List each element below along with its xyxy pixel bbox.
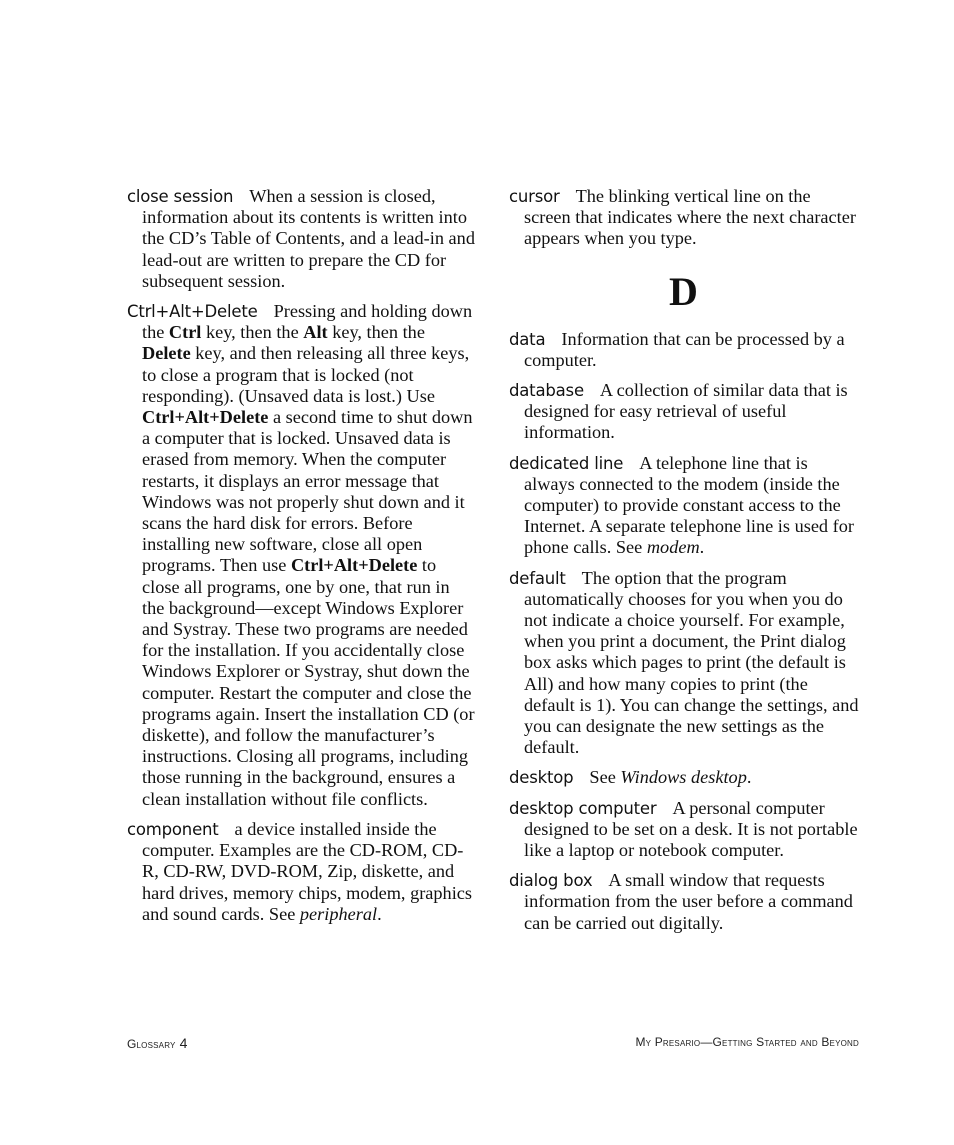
- glossary-entry-ctrl-alt-delete: [127, 301, 475, 810]
- footer-book-title: My Presario—Getting Started and Beyond: [635, 1035, 859, 1049]
- entry-definition: A telephone line that is always connected to the modem (inside the computer) to provide constant access to the Internet. A separate telephone line is used for phone calls. See: [524, 452, 854, 558]
- key-name: Delete: [142, 343, 191, 364]
- footer-section-label: Glossary: [127, 1037, 176, 1051]
- entry-punctuation: .: [699, 537, 705, 558]
- section-letter-heading: D: [669, 268, 699, 314]
- glossary-entry-dedicated-line: [509, 453, 859, 559]
- entry-term: desktop: [509, 768, 574, 788]
- glossary-entry-desktop-computer: [509, 798, 859, 862]
- entry-definition: The blinking vertical line on the screen that indicates where the next character appears when you type.: [524, 186, 856, 249]
- entry-term: close session: [127, 187, 234, 206]
- glossary-entry-component: [127, 819, 475, 925]
- entry-definition-part: key, then the: [201, 322, 304, 343]
- entry-term: component: [127, 819, 219, 839]
- footer-right: [635, 1035, 859, 1049]
- entry-definition: A small window that requests information from the user before a command can be carried out digitally.: [524, 870, 853, 933]
- entry-term: database: [509, 381, 584, 401]
- entry-term: dedicated line: [509, 453, 624, 473]
- entry-definition-part: key, then the: [327, 322, 425, 343]
- entry-definition: a device installed inside the computer. Examples are the CD-ROM, CD-R, CD-RW, DVD-ROM, Zip, diskette, and hard drives, memory chips, modem, graphics and sound cards. See: [142, 818, 472, 924]
- glossary-entry-data: [509, 329, 859, 371]
- entry-definition-part: a second time to shut down a computer that is locked. Unsaved data is erased from memory. When the computer restarts, it displays an error message that Windows was not properly shut down and it scans the hard disk for errors. Before installing new software, close all open programs. Then use: [142, 407, 473, 576]
- left-column: [127, 186, 475, 934]
- entry-definition: A personal computer designed to be set on a desk. It is not portable like a laptop or notebook computer.: [524, 797, 858, 861]
- entry-definition: A collection of similar data that is designed for easy retrieval of useful information.: [524, 380, 848, 443]
- key-combo: Ctrl+Alt+Delete: [290, 555, 418, 576]
- cross-reference: modem: [646, 537, 700, 558]
- entry-term: Ctrl+Alt+Delete: [127, 302, 258, 322]
- entry-definition: When a session is closed, information about its contents is written into the CD’s Table of Contents, and a lead-in and lead-out are written to prepare the CD for subsequent session.: [142, 186, 475, 291]
- cross-reference: Windows desktop: [620, 767, 747, 788]
- entry-definition-part: key, and then releasing all three keys, to close a program that is locked (not responding). (Unsaved data is lost.) Use: [142, 343, 470, 406]
- footer-left: [127, 1035, 188, 1051]
- key-name: Alt: [303, 322, 328, 343]
- page-number: 4: [179, 1035, 188, 1051]
- glossary-entry-close-session: [127, 186, 475, 292]
- glossary-entry-cursor: [509, 186, 859, 250]
- entry-definition: Information that can be processed by a computer.: [524, 328, 845, 370]
- entry-definition: See: [589, 767, 621, 788]
- glossary-entry-dialog-box: [509, 870, 859, 934]
- entry-definition: The option that the program automatically chooses for you when you do not indicate a choice yourself. For example, when you print a document, the Print dialog box asks which pages to print (the default is All) and how many copies to print (the default is 1). You can change the settings, and you can designate the new settings as the default.: [524, 567, 859, 758]
- entry-punctuation: .: [377, 903, 382, 924]
- entry-term: cursor: [509, 187, 560, 206]
- entry-term: dialog box: [509, 871, 593, 891]
- entry-definition-part: to close all programs, one by one, that run in the background—except Windows Explorer and Systray. These two programs are needed for the installation. If you accidentally close Windows Explorer or Systray, shut down the computer. Restart the computer and close the programs again. Insert the installation CD (or diskette), and follow the manufacturer’s instructions. Closing all programs, including those running in the background, ensures a clean installation without file conflicts.: [142, 555, 475, 809]
- key-name: Ctrl: [168, 322, 202, 343]
- key-combo: Ctrl+Alt+Delete: [142, 407, 269, 428]
- glossary-entry-desktop: [509, 767, 859, 788]
- entry-term: desktop computer: [509, 798, 657, 818]
- glossary-entry-default: [509, 568, 859, 759]
- glossary-entry-database: [509, 380, 859, 444]
- entry-term: data: [509, 329, 546, 349]
- right-column: [509, 186, 859, 943]
- cross-reference: peripheral: [299, 903, 378, 924]
- entry-term: default: [509, 568, 566, 588]
- entry-definition-part: Pressing and holding down the: [142, 301, 473, 343]
- entry-punctuation: .: [746, 767, 752, 788]
